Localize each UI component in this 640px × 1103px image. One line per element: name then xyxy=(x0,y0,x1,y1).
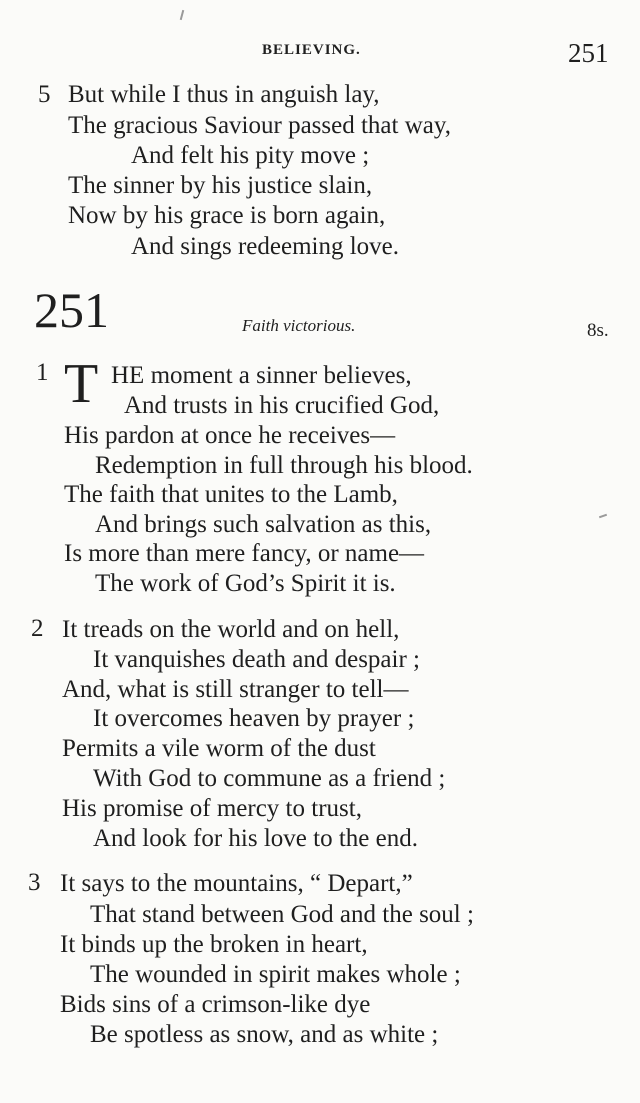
verse-line: It binds up the broken in heart, xyxy=(60,931,368,958)
hymn-meter: 8s. xyxy=(587,320,609,341)
verse-line: Now by his grace is born again, xyxy=(68,202,386,229)
verse-line: And sings redeeming love. xyxy=(131,233,400,260)
verse-line: The wounded in spirit makes whole ; xyxy=(90,961,461,988)
verse-number: 1 xyxy=(36,359,49,386)
verse-number: 2 xyxy=(31,615,44,642)
verse-line: That stand between God and the soul ; xyxy=(90,901,474,928)
drop-cap: T xyxy=(64,353,99,415)
verse-line: It overcomes heaven by prayer ; xyxy=(93,705,415,732)
verse-number: 3 xyxy=(28,869,41,896)
page-number: 251 xyxy=(568,38,609,68)
verse-line: The work of God’s Spirit it is. xyxy=(95,570,396,597)
verse-number: 5 xyxy=(38,81,51,108)
verse-line: His promise of mercy to trust, xyxy=(62,795,362,822)
verse-line: Bids sins of a crimson-like dye xyxy=(60,991,371,1018)
verse-line: And brings such salvation as this, xyxy=(95,511,432,538)
verse-line: Redemption in full through his blood. xyxy=(95,452,473,479)
verse-line: HE moment a sinner believes, xyxy=(111,362,412,389)
verse-line: But while I thus in anguish lay, xyxy=(68,81,380,108)
verse-line: And, what is still stranger to tell— xyxy=(62,676,409,703)
running-head: BELIEVING. xyxy=(262,42,361,58)
verse-line: And felt his pity move ; xyxy=(131,142,370,169)
verse-line: It treads on the world and on hell, xyxy=(62,616,400,643)
verse-line: It vanquishes death and despair ; xyxy=(93,646,420,673)
verse-line: Be spotless as snow, and as white ; xyxy=(90,1021,439,1048)
ink-speck xyxy=(599,514,607,519)
ink-speck xyxy=(180,10,185,20)
verse-line: And trusts in his crucified God, xyxy=(124,392,440,419)
verse-line: It says to the mountains, “ Depart,” xyxy=(60,870,413,897)
hymn-title: Faith victorious. xyxy=(242,316,356,335)
verse-line: Is more than mere fancy, or name— xyxy=(64,540,425,567)
verse-line: The sinner by his justice slain, xyxy=(68,172,373,199)
hymn-number: 251 xyxy=(34,282,109,338)
verse-line: And look for his love to the end. xyxy=(93,825,418,852)
verse-line: With God to commune as a friend ; xyxy=(93,765,446,792)
verse-line: The gracious Saviour passed that way, xyxy=(68,112,451,139)
verse-line: His pardon at once he receives— xyxy=(64,422,396,449)
verse-line: The faith that unites to the Lamb, xyxy=(64,481,398,508)
verse-line: Permits a vile worm of the dust xyxy=(62,735,376,762)
